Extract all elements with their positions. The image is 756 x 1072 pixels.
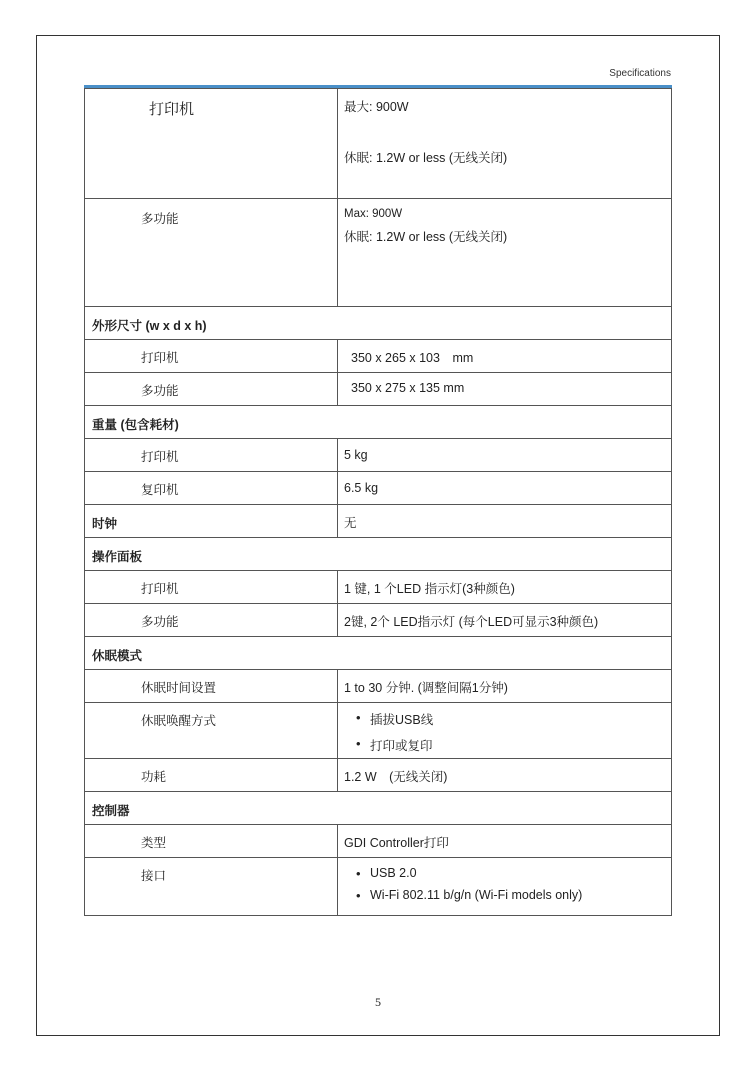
power-mfp-value	[338, 199, 672, 307]
table-row	[85, 199, 672, 307]
panel-mfp-label: 多功能	[85, 604, 338, 637]
controller-type-label: 类型	[85, 825, 338, 858]
table-row	[85, 373, 672, 406]
sleep-heading: 休眠模式	[85, 637, 672, 670]
table-row	[85, 406, 672, 439]
table-row	[85, 571, 672, 604]
table-row	[85, 792, 672, 825]
list-item: • 打印或复印	[344, 736, 671, 754]
panel-heading: 操作面板	[85, 538, 672, 571]
table-row	[85, 340, 672, 373]
controller-interface-label: 接口	[85, 858, 338, 916]
table-row	[85, 472, 672, 505]
power-printer-max: 最大: 900W	[344, 100, 409, 114]
clock-heading: 时钟	[85, 505, 338, 538]
sleep-wake-list	[344, 710, 671, 754]
power-printer-label: 打印机	[85, 89, 338, 199]
power-printer-value	[338, 89, 672, 199]
table-row	[85, 505, 672, 538]
table-row	[85, 825, 672, 858]
power-mfp-sleep: 休眠: 1.2W or less (无线关闭)	[344, 230, 508, 244]
sleep-power-value: 1.2 W (无线关闭)	[338, 759, 672, 792]
panel-printer-value: 1 键, 1 个LED 指示灯(3种颜色)	[338, 571, 672, 604]
panel-printer-label: 打印机	[85, 571, 338, 604]
list-item: • Wi-Fi 802.11 b/g/n (Wi-Fi models only)	[344, 888, 671, 902]
weight-copier-label: 复印机	[85, 472, 338, 505]
power-mfp-max: Max: 900W	[344, 208, 403, 220]
table-row	[85, 759, 672, 792]
table-row	[85, 858, 672, 916]
table-row	[85, 538, 672, 571]
dimensions-heading: 外形尺寸 (w x d x h)	[85, 307, 672, 340]
table-row	[85, 670, 672, 703]
power-printer-sleep: 休眠: 1.2W or less (无线关闭)	[344, 151, 508, 165]
weight-heading: 重量 (包含耗材)	[85, 406, 672, 439]
list-item: • USB 2.0	[344, 866, 671, 880]
clock-value: 无	[338, 505, 672, 538]
table-row	[85, 637, 672, 670]
power-mfp-label: 多功能	[85, 199, 338, 307]
table-row	[85, 703, 672, 759]
table-row	[85, 439, 672, 472]
weight-copier-value: 6.5 kg	[338, 472, 672, 505]
sleep-wake-label: 休眠唤醒方式	[85, 703, 338, 759]
controller-heading: 控制器	[85, 792, 672, 825]
table-row	[85, 307, 672, 340]
weight-printer-label: 打印机	[85, 439, 338, 472]
controller-interface-value	[338, 858, 672, 916]
controller-type-value: GDI Controller打印	[338, 825, 672, 858]
dimensions-mfp-value: 350 x 275 x 135 mm	[338, 373, 672, 406]
page-number: 5	[375, 995, 381, 1009]
weight-printer-value: 5 kg	[338, 439, 672, 472]
list-item: • 插拔USB线	[344, 710, 671, 728]
running-header: Specifications	[609, 68, 671, 79]
dimensions-mfp-label: 多功能	[85, 373, 338, 406]
spec-table	[84, 88, 672, 916]
panel-mfp-value: 2键, 2个 LED指示灯 (每个LED可显示3种颜色)	[338, 604, 672, 637]
sleep-time-value: 1 to 30 分钟. (调整间隔1分钟)	[338, 670, 672, 703]
table-row	[85, 604, 672, 637]
table-row	[85, 89, 672, 199]
sleep-power-label: 功耗	[85, 759, 338, 792]
sleep-wake-value	[338, 703, 672, 759]
dimensions-printer-label: 打印机	[85, 340, 338, 373]
sleep-time-label: 休眠时间设置	[85, 670, 338, 703]
dimensions-printer-value: 350 x 265 x 103 mm	[338, 340, 672, 373]
controller-interface-list	[344, 866, 671, 902]
